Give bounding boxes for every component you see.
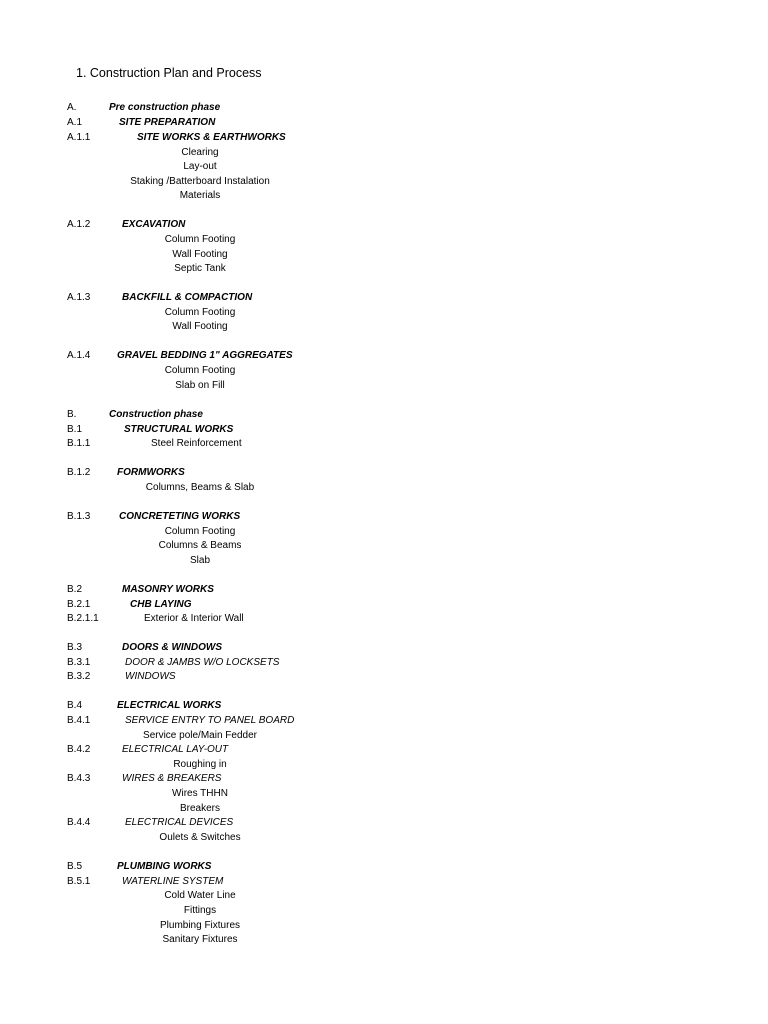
- section-code: B.1: [67, 424, 83, 435]
- section-code: B.3.1: [67, 657, 91, 668]
- outline-row: [0, 348, 768, 363]
- outline-row: [0, 553, 768, 568]
- work-item: Clearing: [181, 147, 219, 158]
- outline-row: [0, 538, 768, 553]
- section-code: A.1.4: [67, 350, 91, 361]
- work-item: Slab: [189, 555, 211, 566]
- outline-row: [0, 100, 768, 115]
- work-item: Columns, Beams & Slab: [145, 482, 255, 493]
- section-heading: DOORS & WINDOWS: [122, 642, 222, 653]
- outline-row: [0, 115, 768, 130]
- section-heading: ELECTRICAL LAY-OUT: [122, 744, 229, 755]
- outline-row: [0, 874, 768, 889]
- work-item: Wall Footing: [172, 249, 228, 260]
- work-item: Cold Water Line: [164, 890, 236, 901]
- section-code: B.4.2: [67, 744, 91, 755]
- work-item: Service pole/Main Fedder: [143, 730, 257, 741]
- outline-row: [0, 422, 768, 437]
- section-code: B.5.1: [67, 876, 91, 887]
- page-title: 1. Construction Plan and Process: [76, 66, 262, 80]
- section-heading: CHB LAYING: [130, 599, 192, 610]
- work-item: Wires THHN: [172, 788, 228, 799]
- outline-row: [0, 130, 768, 145]
- section-heading: EXCAVATION: [122, 219, 186, 230]
- work-item: Fittings: [183, 905, 217, 916]
- work-item: Column Footing: [164, 307, 236, 318]
- work-item: Exterior & Interior Wall: [144, 613, 244, 624]
- outline-row: [0, 290, 768, 305]
- work-item: Wall Footing: [172, 321, 228, 332]
- section-code: B.4: [67, 700, 83, 711]
- work-item: Sanitary Fixtures: [162, 934, 238, 945]
- work-item: Staking /Batterboard Instalation: [130, 176, 270, 187]
- outline-row: [0, 757, 768, 772]
- outline-row: [0, 145, 768, 160]
- work-item: Septic Tank: [174, 263, 226, 274]
- work-item: Lay-out: [183, 161, 217, 172]
- outline-row: [0, 830, 768, 845]
- outline-row: [0, 597, 768, 612]
- outline-row: [0, 436, 768, 451]
- section-code: B.4.3: [67, 773, 91, 784]
- work-item: Oulets & Switches: [159, 832, 241, 843]
- section-code: B.1.1: [67, 438, 91, 449]
- work-item: Column Footing: [164, 365, 236, 376]
- section-heading: WATERLINE SYSTEM: [122, 876, 224, 887]
- section-heading: STRUCTURAL WORKS: [124, 424, 234, 435]
- outline-row: [0, 188, 768, 203]
- section-code: A.1: [67, 117, 83, 128]
- outline-row: [0, 918, 768, 933]
- work-item: Plumbing Fixtures: [159, 920, 241, 931]
- section-heading: MASONRY WORKS: [122, 584, 214, 595]
- outline-row: [0, 232, 768, 247]
- section-heading: SITE WORKS & EARTHWORKS: [137, 132, 286, 143]
- outline-row: [0, 771, 768, 786]
- outline-row: [0, 611, 768, 626]
- section-heading: Pre construction phase: [109, 102, 221, 113]
- section-code: B.1.2: [67, 467, 91, 478]
- section-heading: CONCRETETING WORKS: [119, 511, 241, 522]
- outline-row: [0, 669, 768, 684]
- section-code: B.: [67, 409, 77, 420]
- outline-row: [0, 159, 768, 174]
- outline-row: [0, 524, 768, 539]
- outline-row: [0, 728, 768, 743]
- section-code: B.2: [67, 584, 83, 595]
- outline-row: [0, 247, 768, 262]
- section-code: B.4.4: [67, 817, 91, 828]
- work-item: Column Footing: [164, 526, 236, 537]
- section-heading: ELECTRICAL WORKS: [117, 700, 222, 711]
- outline-row: [0, 640, 768, 655]
- work-item: Materials: [179, 190, 221, 201]
- outline-row: [0, 465, 768, 480]
- outline-row: [0, 859, 768, 874]
- outline-row: [0, 407, 768, 422]
- outline-row: [0, 655, 768, 670]
- outline-row: [0, 932, 768, 947]
- outline-row: [0, 698, 768, 713]
- work-item: Slab on Fill: [175, 380, 225, 391]
- outline-row: [0, 742, 768, 757]
- outline-row: [0, 582, 768, 597]
- section-heading: BACKFILL & COMPACTION: [122, 292, 253, 303]
- section-code: A.1.1: [67, 132, 91, 143]
- work-item: Roughing in: [173, 759, 227, 770]
- work-item: Steel Reinforcement: [151, 438, 242, 449]
- outline-row: [0, 786, 768, 801]
- section-heading: DOOR & JAMBS W/O LOCKSETS: [125, 657, 280, 668]
- section-code: B.3: [67, 642, 83, 653]
- outline-row: [0, 480, 768, 495]
- outline-row: [0, 217, 768, 232]
- section-code: B.2.1: [67, 599, 91, 610]
- section-heading: FORMWORKS: [117, 467, 185, 478]
- outline-row: [0, 261, 768, 276]
- section-heading: SERVICE ENTRY TO PANEL BOARD: [125, 715, 295, 726]
- outline-row: [0, 713, 768, 728]
- section-code: B.5: [67, 861, 83, 872]
- section-code: B.3.2: [67, 671, 91, 682]
- section-heading: WIRES & BREAKERS: [122, 773, 222, 784]
- outline-row: [0, 319, 768, 334]
- section-heading: WINDOWS: [125, 671, 176, 682]
- work-item: Columns & Beams: [158, 540, 242, 551]
- section-heading: ELECTRICAL DEVICES: [125, 817, 234, 828]
- work-item: Column Footing: [164, 234, 236, 245]
- section-heading: SITE PREPARATION: [119, 117, 216, 128]
- section-code: A.1.3: [67, 292, 91, 303]
- outline-row: [0, 801, 768, 816]
- outline-row: [0, 815, 768, 830]
- section-heading: PLUMBING WORKS: [117, 861, 212, 872]
- section-code: A.: [67, 102, 77, 113]
- section-code: B.2.1.1: [67, 613, 99, 624]
- outline-row: [0, 509, 768, 524]
- outline-row: [0, 305, 768, 320]
- section-code: B.1.3: [67, 511, 91, 522]
- outline-row: [0, 363, 768, 378]
- outline-row: [0, 174, 768, 189]
- outline-row: [0, 378, 768, 393]
- work-item: Breakers: [179, 803, 221, 814]
- outline-row: [0, 903, 768, 918]
- section-code: B.4.1: [67, 715, 91, 726]
- section-heading: Construction phase: [109, 409, 203, 420]
- section-heading: GRAVEL BEDDING 1" AGGREGATES: [117, 350, 293, 361]
- outline-row: [0, 888, 768, 903]
- section-code: A.1.2: [67, 219, 91, 230]
